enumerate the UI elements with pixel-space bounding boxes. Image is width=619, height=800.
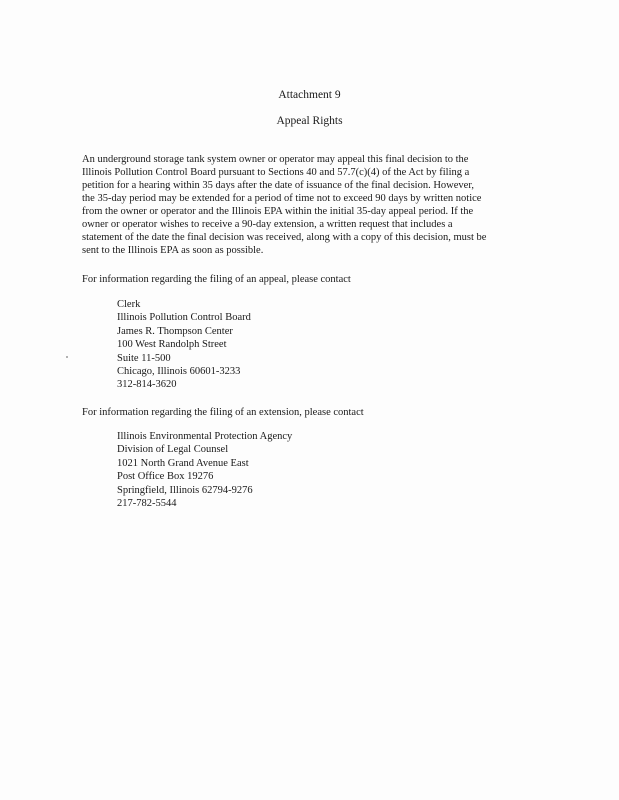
- phone-number: 217-782-5544: [117, 498, 177, 510]
- scan-speck: [66, 356, 68, 358]
- paragraph-line: statement of the date the final decision was received, along with a copy of this decision, must be: [82, 232, 487, 243]
- address-line: Illinois Environmental Protection Agency: [117, 431, 293, 442]
- appeal-contact-intro: For information regarding the filing of an appeal, please contact: [82, 274, 351, 285]
- address-line: Suite 11-500: [117, 352, 171, 364]
- appeal-contact-address: [117, 298, 251, 392]
- extension-contact-address: [117, 430, 292, 510]
- address-line: James R. Thompson Center: [117, 325, 233, 337]
- paragraph-line: Illinois Pollution Control Board pursuant to Sections 40 and 57.7(c)(4) of the Act by filing a: [82, 167, 470, 178]
- address-line: 100 West Randolph Street: [117, 339, 227, 351]
- paragraph-line: sent to the Illinois EPA as soon as possible.: [82, 245, 264, 256]
- section-title: Appeal Rights: [276, 115, 343, 127]
- paragraph-line: the 35-day period may be extended for a period of time not to exceed 90 days by written notice: [82, 193, 482, 204]
- phone-number: 312-814-3620: [117, 379, 177, 391]
- address-line: Clerk: [117, 299, 141, 310]
- paragraph-line: An underground storage tank system owner or operator may appeal this final decision to the: [82, 154, 469, 165]
- paragraph-line: owner or operator wishes to receive a 90-day extension, a written request that includes a: [82, 219, 453, 230]
- extension-contact-intro: For information regarding the filing of an extension, please contact: [82, 407, 364, 418]
- address-line: Springfield, Illinois 62794-9276: [117, 484, 253, 496]
- paragraph-line: from the owner or operator and the Illinois EPA within the initial 35-day appeal period. If the: [82, 206, 474, 217]
- paragraph-line: petition for a hearing within 35 days after the date of issuance of the final decision. However,: [82, 180, 475, 191]
- address-line: 1021 North Grand Avenue East: [117, 457, 249, 469]
- attachment-title: Attachment 9: [278, 89, 341, 101]
- address-line: Chicago, Illinois 60601-3233: [117, 366, 241, 378]
- address-line: Division of Legal Counsel: [117, 444, 229, 456]
- appeal-rights-paragraph: [82, 153, 552, 257]
- address-line: Post Office Box 19276: [117, 471, 214, 483]
- address-line: Illinois Pollution Control Board: [117, 312, 251, 324]
